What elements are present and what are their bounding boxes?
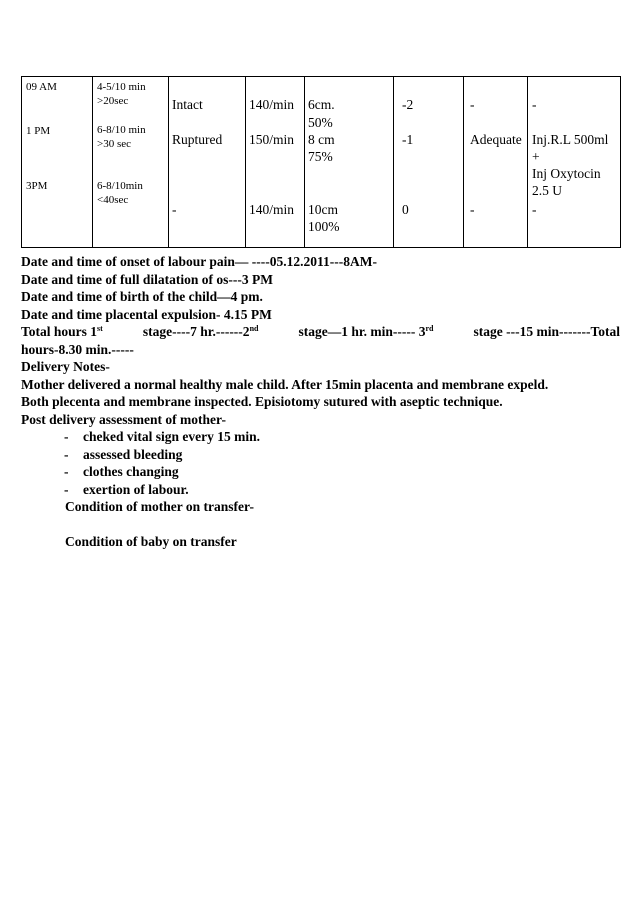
station-cell: -2 [402, 97, 414, 112]
membrane-column [169, 77, 246, 248]
dilatation-cell: 10cm [308, 202, 338, 217]
placenta-line: Date and time placental expulsion- 4.15 PM [21, 306, 272, 322]
contraction-cell: >30 sec [97, 138, 131, 150]
dilatation-column [305, 77, 394, 248]
delivery-notes-line: Both plecenta and membrane inspected. Episiotomy sutured with aseptic technique. [21, 394, 503, 409]
dilatation-cell: 75% [308, 149, 333, 164]
pelvis-column [464, 77, 528, 248]
contractions-column [93, 77, 169, 248]
labour-progress-table [21, 76, 621, 248]
table-row [22, 77, 621, 248]
station-cell: 0 [402, 202, 409, 217]
pelvis-cell: - [470, 202, 475, 217]
pelvis-cell: Adequate [470, 132, 522, 147]
contraction-cell: 4-5/10 min [97, 81, 146, 93]
fhr-cell: 140/min [249, 202, 295, 217]
drug-cell: - [532, 97, 537, 112]
labour-notes [21, 253, 620, 551]
membrane-cell: - [172, 202, 177, 217]
spacer [21, 516, 620, 534]
list-item: - clothes changing [64, 464, 179, 479]
station-column [394, 77, 464, 248]
dilatation-cell: 8 cm [308, 132, 335, 147]
pelvis-cell: - [470, 97, 475, 112]
station-cell: -1 [402, 132, 414, 147]
total-hours-line-2: hours-8.30 min.----- [21, 341, 134, 357]
drug-cell: 2.5 U [532, 183, 562, 198]
drug-cell: - [532, 202, 537, 217]
list-item: - assessed bleeding [64, 446, 183, 462]
bullet-dash: - [64, 429, 69, 444]
dilatation-cell: 100% [308, 219, 340, 234]
total-hours-line [21, 323, 620, 341]
drug-cell: Inj Oxytocin [532, 166, 601, 181]
bullet-dash: - [64, 464, 69, 479]
fhr-cell: 140/min [249, 97, 295, 112]
bullet-dash: - [64, 481, 69, 497]
bullet-dash: - [64, 446, 69, 462]
stage-2: stage----7 hr.------2nd [142, 324, 259, 339]
time-cell: 3PM [26, 180, 48, 192]
condition-baby: Condition of baby on transfer [65, 534, 237, 549]
membrane-cell: Intact [172, 97, 203, 112]
condition-mother: Condition of mother on transfer- [65, 499, 254, 514]
dilatation-cell: 50% [308, 115, 333, 130]
drugs-column [528, 77, 621, 248]
drug-cell: + [532, 149, 540, 164]
delivery-notes-line: Mother delivered a normal healthy male child. After 15min placenta and membrane expeld. [21, 376, 549, 392]
time-column [22, 77, 93, 248]
stage-total: stage ---15 min-------Total [473, 324, 620, 339]
stage-3: stage—1 hr. min----- 3rd [298, 324, 434, 339]
dilatation-cell: 6cm. [308, 97, 335, 112]
contraction-cell: 6-8/10min [97, 180, 143, 192]
birth-line: Date and time of birth of the child—4 pm. [21, 289, 263, 304]
fhr-column [246, 77, 305, 248]
post-delivery-heading: Post delivery assessment of mother- [21, 411, 226, 427]
contraction-cell: 6-8/10 min [97, 124, 146, 136]
membrane-cell: Ruptured [172, 132, 223, 147]
onset-line: Date and time of onset of labour pain— ----05.12.2011---8AM- [21, 254, 377, 269]
fhr-cell: 150/min [249, 132, 295, 147]
drug-cell: Inj.R.L 500ml [532, 132, 609, 147]
time-cell: 09 AM [26, 81, 57, 93]
delivery-notes-heading: Delivery Notes- [21, 359, 110, 374]
full-dilatation-line: Date and time of full dilatation of os---3 PM [21, 271, 273, 287]
list-item: - cheked vital sign every 15 min. [64, 429, 260, 444]
list-item: - exertion of labour. [64, 481, 189, 497]
time-cell: 1 PM [26, 125, 51, 137]
contraction-cell: <40sec [97, 194, 129, 206]
contraction-cell: >20sec [97, 95, 129, 107]
stage-1: Total hours 1st [21, 324, 103, 339]
